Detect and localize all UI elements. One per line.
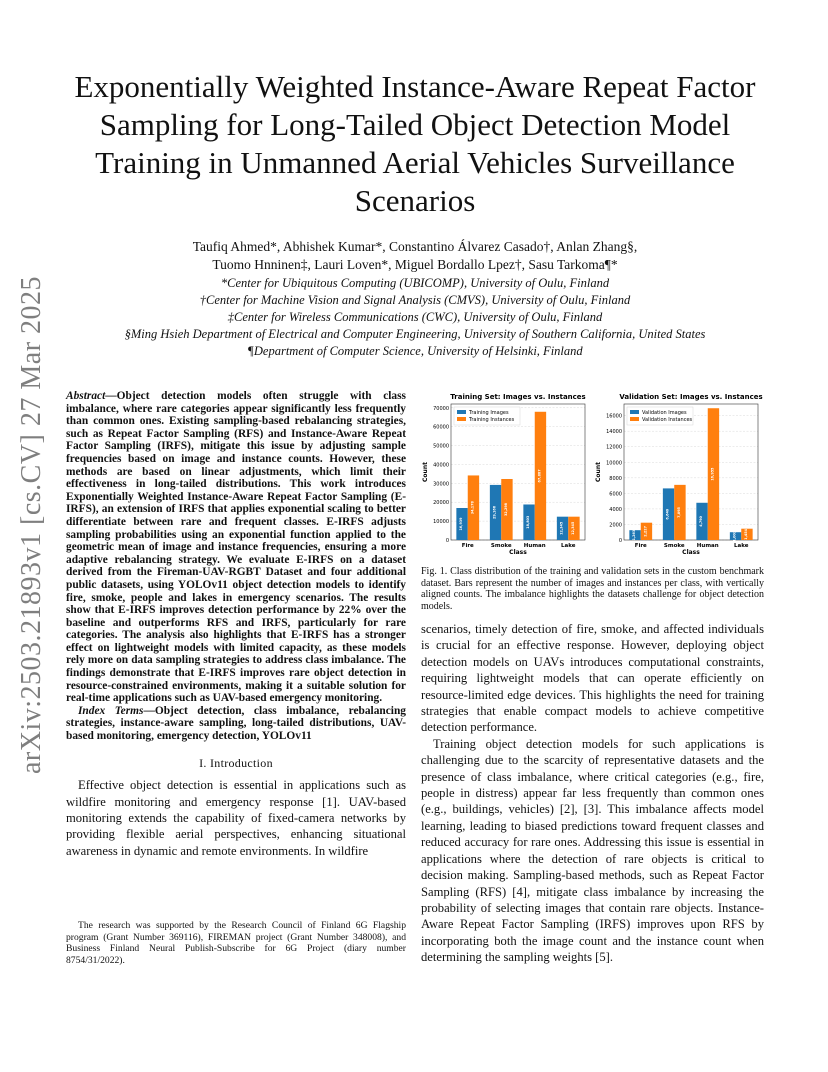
legend-label: Validation Images bbox=[642, 410, 687, 416]
bar-value-label: 18,803 bbox=[526, 515, 531, 529]
y-tick-label: 0 bbox=[445, 538, 449, 544]
left-column bbox=[66, 390, 406, 859]
affiliation: §Ming Hsieh Department of Electrical and Computer Engineering, University of Southern California, United States bbox=[124, 327, 706, 341]
y-tick-label: 6000 bbox=[609, 491, 622, 498]
y-tick-label: 14000 bbox=[606, 429, 622, 436]
x-axis-label: Class bbox=[509, 549, 527, 556]
legend-swatch bbox=[457, 417, 466, 421]
x-tick-label: Lake bbox=[734, 543, 749, 549]
affiliation: †Center for Machine Vision and Signal Analysis (CMVS), University of Oulu, Finland bbox=[199, 293, 631, 307]
y-axis-label: Count bbox=[422, 462, 429, 482]
legend-label: Training Instances bbox=[469, 417, 515, 423]
bar-value-label: 29,166 bbox=[492, 505, 497, 520]
x-tick-label: Lake bbox=[561, 543, 576, 549]
body-paragraph: scenarios, timely detection of fire, smoke, and affected individuals is crucial for an effective response. However, deploying object detection models on UAVs introduces computational constraints, requiring lightweight models that can operate efficiently on resource-limited edge devices. This highlights the need for training strategies that enable compact models to achieve competitive detection performance. bbox=[421, 622, 764, 735]
affiliation: ¶Department of Computer Science, University of Helsinki, Finland bbox=[247, 344, 583, 358]
authors-line-2: Tuomo Hnninen‡, Lauri Loven*, Miguel Bordallo Lpez†, Sasu Tarkoma¶* bbox=[212, 257, 618, 272]
bar-value-label: 7,095 bbox=[676, 507, 681, 518]
affiliation: *Center for Ubiquitous Computing (UBICOMP), University of Oulu, Finland bbox=[220, 276, 610, 290]
bar-value-label: 6,640 bbox=[665, 508, 670, 520]
y-tick-label: 50000 bbox=[433, 443, 449, 450]
y-tick-label: 2000 bbox=[609, 522, 622, 529]
training-set-chart bbox=[421, 390, 591, 562]
x-axis-label: Class bbox=[682, 549, 700, 556]
intro-paragraph: Effective object detection is essential in applications such as wildfire monitoring and emergency response [1]. UAV-based monitoring extends the capability of fixed-camera networks by providing flexible aerial perspectives, enhancing situational awareness in dynamic and remote environments. In wildfire bbox=[66, 778, 406, 858]
paper-title: Exponentially Weighted Instance-Aware Repeat Factor Sampling for Long-Tailed Object Detection Model Training in Unmanned Aerial Vehicles Surveillance Scenarios bbox=[74, 69, 756, 218]
legend-label: Training Images bbox=[469, 410, 509, 416]
legend-swatch bbox=[457, 410, 466, 414]
bar-value-label: 2,227 bbox=[643, 525, 648, 537]
x-tick-label: Human bbox=[696, 543, 719, 549]
bar-value-label: 67,887 bbox=[537, 469, 542, 483]
figure-1 bbox=[421, 390, 764, 562]
index-terms-text: —Object detection, class imbalance, rebalancing strategies, instance-aware sampling, long-tailed distributions, UAV-based monitoring, emergency detection, YOLOv11 bbox=[66, 704, 406, 743]
section-heading: I. Introduction bbox=[199, 755, 273, 770]
right-column-text bbox=[421, 621, 764, 966]
bar-value-label: 1,263 bbox=[632, 529, 637, 541]
bar-value-label: 12,345 bbox=[570, 521, 575, 535]
bar-value-label: 4,790 bbox=[699, 516, 704, 527]
bar-value-label: 16,939 bbox=[459, 517, 464, 531]
y-tick-label: 4000 bbox=[609, 506, 622, 513]
affiliations bbox=[60, 275, 770, 360]
arxiv-identifier bbox=[14, 275, 50, 775]
x-tick-label: Fire bbox=[461, 543, 474, 549]
bar-value-label: 32,298 bbox=[503, 502, 508, 517]
index-terms-label: Index Terms bbox=[78, 704, 144, 717]
abstract bbox=[66, 390, 406, 705]
bar-value-label: 34,178 bbox=[470, 501, 475, 515]
chart-title: Training Set: Images vs. Instances bbox=[450, 393, 586, 401]
footnote: The research was supported by the Research Council of Finland 6G Flagship program (Grant Number 369116), FIREMAN project (Grant Number 348008), and Business Finland Neural Publish-Subscribe for 6G Project (diary number 8754/31/2022). bbox=[66, 920, 406, 966]
figure-caption: Fig. 1. Class distribution of the training and validation sets in the custom benchmark dataset. Bars represent the number of images and instances per class, with vertically aligned counts. The imbalance highlights the datasets challenge for object detection models. bbox=[421, 566, 764, 612]
x-tick-label: Fire bbox=[634, 543, 647, 549]
chart-title: Validation Set: Images vs. Instances bbox=[619, 393, 763, 401]
index-terms bbox=[66, 705, 406, 743]
legend-swatch bbox=[630, 417, 639, 421]
authors-line-1: Taufiq Ahmed*, Abhishek Kumar*, Constantino Álvarez Casado†, Anlan Zhang§, bbox=[192, 239, 638, 254]
y-tick-label: 20000 bbox=[433, 500, 449, 507]
abstract-text: —Object detection models often struggle with class imbalance, where rare categories appear significantly less frequently than common ones. Existing sampling-based rebalancing strategies, such as Repeat Factor Sampling (RFS) and Instance-Aware Repeat Factor Sampling (IRFS), mitigate this issue by adjusting sample frequencies based on image and instance counts. However, these methods are based on linear adjustments, which limit their effectiveness in long-tailed distributions. This work introduces Exponentially Weighted Instance-Aware Repeat Factor Sampling (E-IRFS), an extension of IRFS that applies exponential scaling to better differentiate between rare and frequent classes. E-IRFS adjusts sampling probabilities using an exponential function applied to the geometric mean of image and instance frequencies, ensuring a more adaptive rebalancing strategy. We evaluate E-IRFS on a dataset derived from the Fireman-UAV-RGBT Dataset and four additional public datasets, using YOLOv11 object detection models to identify fire, smoke, people and lakes in emergency scenarios. The results show that E-IRFS improves detection performance by 22% over the baseline and outperforms RFS and IRFS, particularly for rare categories. The analysis also highlights that E-IRFS has a stronger effect on lightweight models with limited capacity, as these models rely more on data sampling strategies to address class imbalance. The findings demonstrate that E-IRFS improves rare object detection in resource-constrained environments, making it a suitable solution for real-time applications such as UAV-based emergency monitoring. bbox=[66, 390, 406, 705]
y-tick-label: 30000 bbox=[433, 481, 449, 488]
legend-label: Validation Instances bbox=[642, 417, 693, 423]
y-tick-label: 8000 bbox=[609, 475, 622, 482]
bar-value-label: 1,454 bbox=[743, 528, 748, 540]
validation-set-chart bbox=[594, 390, 764, 562]
bar-value-label: 12,345 bbox=[559, 521, 564, 535]
y-tick-label: 10000 bbox=[433, 519, 449, 526]
x-tick-label: Human bbox=[523, 543, 546, 549]
y-tick-label: 0 bbox=[618, 538, 622, 544]
y-tick-label: 10000 bbox=[606, 460, 622, 467]
abstract-label: Abstract bbox=[66, 390, 106, 402]
y-tick-label: 70000 bbox=[433, 405, 449, 412]
bar-value-label: 1,002 bbox=[732, 530, 737, 542]
bar-value-label: 16,955 bbox=[710, 467, 715, 481]
y-axis-label: Count bbox=[595, 462, 602, 482]
x-tick-label: Smoke bbox=[663, 543, 685, 549]
y-tick-label: 12000 bbox=[606, 444, 622, 451]
author-list bbox=[60, 238, 770, 274]
body-paragraph: Training object detection models for such applications is challenging due to the scarcity of representative datasets and the presence of class imbalance, where critical categories (e.g., fire, people in distress) appear far less frequently than common ones (e.g., buildings, vehicles) [2], [3]. This imbalance affects model learning, leading to biased predictions toward frequent classes and reduced accuracy for rare ones. Addressing this issue is essential in applications where the detection of rare objects is critical to decision making. Sampling-based methods, such as Repeat Factor Sampling (RFS) [4], mitigate class imbalance by increasing the probability of selecting images that contain rare objects. Instance-Aware Repeat Factor Sampling (IRFS) improves upon RFS by incorporating both the image count and the instance count when determining the sampling weights [5]. bbox=[421, 736, 764, 965]
legend-swatch bbox=[630, 410, 639, 414]
y-tick-label: 60000 bbox=[433, 424, 449, 431]
arxiv-id-text: arXiv:2503.21893v1 [cs.CV] 27 Mar 2025 bbox=[16, 275, 47, 775]
affiliation: ‡Center for Wireless Communications (CWC), University of Oulu, Finland bbox=[227, 310, 603, 324]
y-tick-label: 16000 bbox=[606, 413, 622, 420]
x-tick-label: Smoke bbox=[490, 543, 512, 549]
y-tick-label: 40000 bbox=[433, 462, 449, 469]
